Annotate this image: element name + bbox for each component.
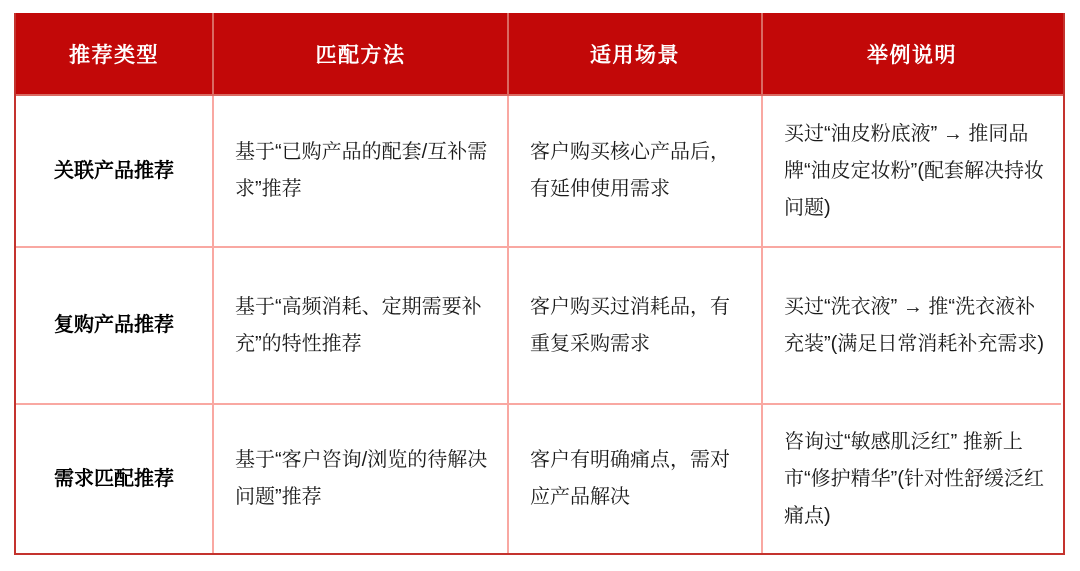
table-row	[16, 246, 1063, 403]
table-header-row	[16, 13, 1063, 96]
column-header-matching-method: 匹配方法	[212, 13, 507, 94]
recommendation-types-table	[14, 13, 1065, 555]
cell-matching-method: 基于“客户咨询/浏览的待解决问题”推荐	[212, 403, 507, 553]
cell-matching-method: 基于“已购产品的配套/互补需求”推荐	[212, 96, 507, 246]
row-label-repurchase-products: 复购产品推荐	[16, 246, 212, 403]
table-row	[16, 403, 1063, 553]
cell-example: 买过“油皮粉底液” → 推同品牌“油皮定妆粉”(配套解决持妆问题)	[761, 96, 1061, 246]
cell-example: 买过“洗衣液” → 推“洗衣液补充装”(满足日常消耗补充需求)	[761, 246, 1061, 403]
cell-matching-method: 基于“高频消耗、定期需要补充”的特性推荐	[212, 246, 507, 403]
row-label-demand-matching: 需求匹配推荐	[16, 403, 212, 553]
cell-example: 咨询过“敏感肌泛红” 推新上市“修护精华”(针对性舒缓泛红痛点)	[761, 403, 1061, 553]
cell-applicable-scenario: 客户购买过消耗品，有重复采购需求	[507, 246, 761, 403]
cell-applicable-scenario: 客户有明确痛点，需对应产品解决	[507, 403, 761, 553]
column-header-example: 举例说明	[761, 13, 1061, 94]
table-row	[16, 96, 1063, 246]
column-header-recommendation-type: 推荐类型	[69, 43, 159, 67]
row-label-related-products: 关联产品推荐	[54, 159, 174, 182]
column-header-applicable-scenario: 适用场景	[507, 13, 761, 94]
cell-applicable-scenario: 客户购买核心产品后，有延伸使用需求	[507, 96, 761, 246]
